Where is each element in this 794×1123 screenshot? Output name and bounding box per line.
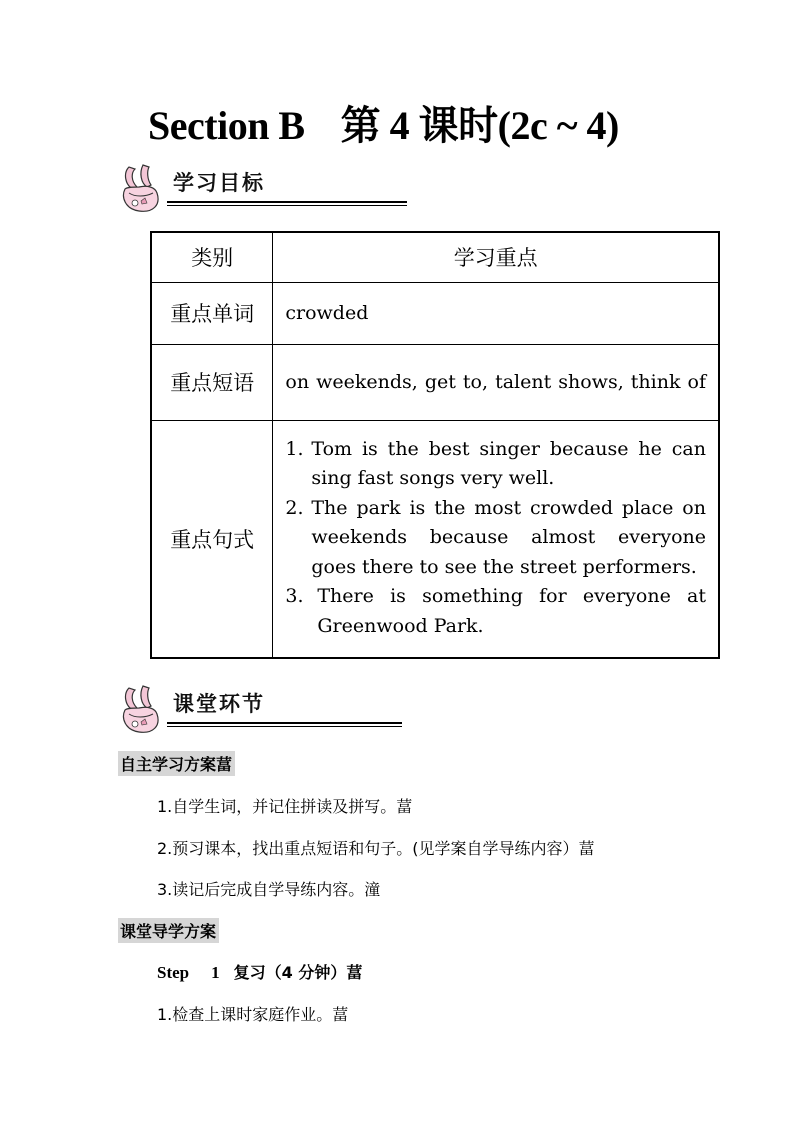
bunny-bag-icon [115, 684, 175, 736]
sentence-text: Tom is the best singer because he can sing fast songs very well. [311, 437, 706, 489]
row-category: 重点短语 [151, 344, 273, 420]
step-word: Step [157, 963, 190, 982]
row-category: 重点单词 [151, 282, 273, 344]
goals-underline [167, 201, 407, 203]
header-focus: 学习重点 [273, 232, 719, 282]
class-label: 课堂环节 [173, 692, 265, 716]
self-study-heading: 自主学习方案葍 [118, 751, 235, 776]
header-category: 类别 [151, 232, 273, 282]
title-section: Section B [148, 103, 305, 148]
sentence-number: 2. [285, 496, 304, 519]
sentence-text: There is something for everyone at Greenwood Park. [317, 585, 706, 637]
goals-label: 学习目标 [173, 171, 265, 195]
sentence-list [273, 421, 718, 658]
step-title: 复习（4 分钟）葍 [233, 963, 363, 982]
goals-table [150, 231, 720, 659]
row-content [273, 420, 719, 658]
self-study-item: 2.预习课本，找出重点短语和句子。(见学案自学导练内容）葍 [157, 839, 595, 858]
list-item [285, 494, 706, 583]
bunny-bag-icon [115, 163, 175, 215]
row-category: 重点句式 [151, 420, 273, 658]
sentence-text: The park is the most crowded place on weekends because almost everyone goes there to see the street performers. [311, 496, 706, 578]
class-badge [115, 684, 315, 734]
row-content: crowded [273, 282, 719, 344]
class-underline-thin [167, 726, 402, 727]
row-content: on weekends, get to, talent shows, think of [273, 344, 719, 420]
table-row [151, 344, 719, 420]
class-underline [167, 722, 402, 724]
class-guide-item: 1.检查上课时家庭作业。葍 [157, 1005, 349, 1024]
table-header-row [151, 232, 719, 282]
self-study-item: 3.读记后完成自学导练内容。潼 [157, 880, 381, 899]
table-row [151, 282, 719, 344]
step-number: 1 [211, 963, 220, 982]
page-title [148, 100, 708, 152]
step-heading [157, 960, 362, 983]
goals-underline-thin [167, 205, 407, 206]
sentence-number: 1. [285, 437, 304, 460]
list-item [285, 582, 706, 641]
sentence-number: 3. [285, 585, 304, 607]
goals-badge [115, 163, 315, 213]
class-guide-heading: 课堂导学方案 [118, 918, 219, 943]
self-study-item: 1.自学生词，并记住拼读及拼写。葍 [157, 797, 413, 816]
list-item [285, 435, 706, 494]
table-row [151, 420, 719, 658]
title-lesson: 第 4 课时(2c ~ 4) [340, 103, 619, 148]
